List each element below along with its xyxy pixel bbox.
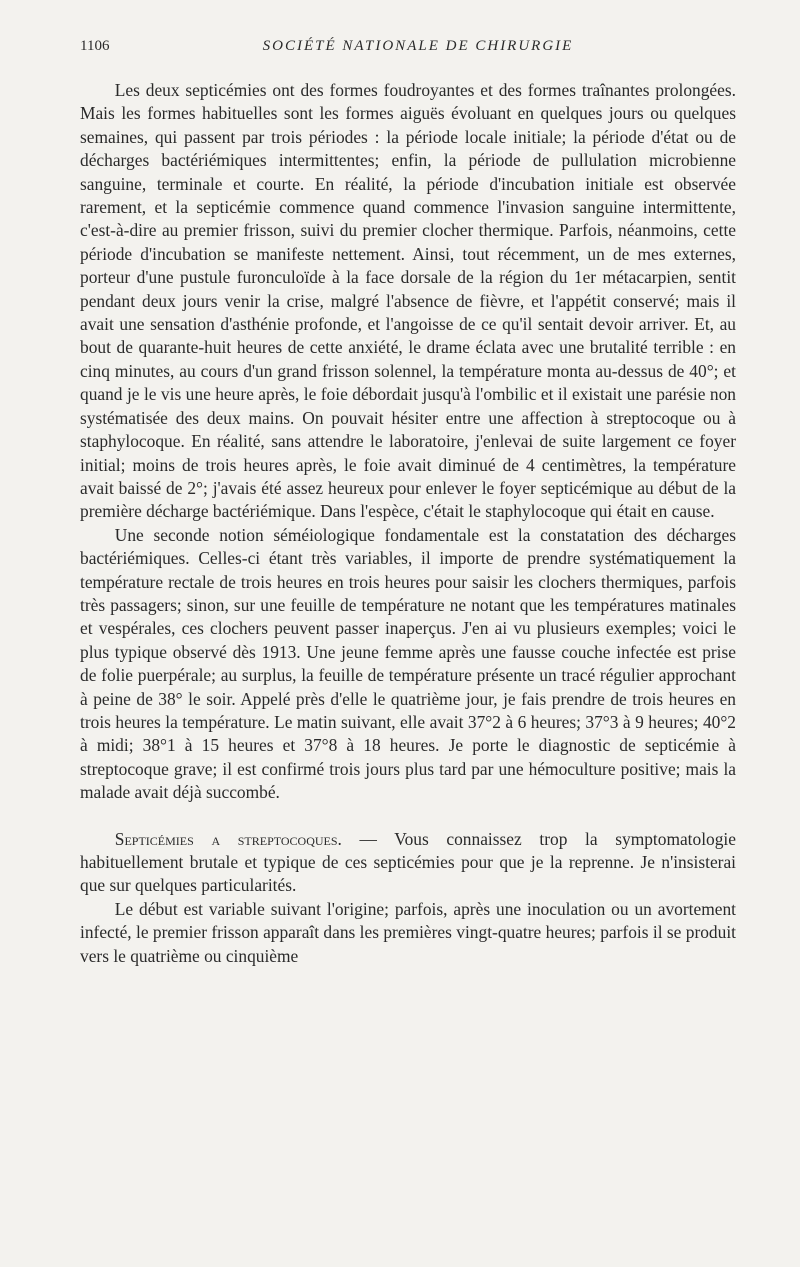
paragraph-debut [80,898,736,968]
paragraph-text: Une seconde notion séméiologique fondamentale est la constatation des décharges bactériémiques. Celles-ci étant très variables, il importe de prendre systématiquement la température rectale de trois heures en trois heures pour saisir les clochers thermiques, parfois très passagers; sinon, sur une feuille de température ne notant que les températures matinales et vespérales, ces clochers peuvent passer inaperçus. J'en ai vu plusieurs exemples; voici le plus typique observé dès 1913. Une jeune femme après une fausse couche infectée est prise de folie puerpérale; au surplus, la feuille de température présente un tracé régulier approchant à peine de 38° le soir. Appelé près d'elle le quatrième jour, je fais prendre de trois heures en trois heures la température. Le matin suivant, elle avait 37°2 à 6 heures; 37°3 à 9 heures; 40°2 à midi; 38°1 à 15 heures et 37°8 à 18 heures. Je porte le diagnostic de septicémie à streptocoque grave; il est confirmé trois jours plus tard par une hémoculture positive; mais la malade avait déjà succombé. [80,524,736,803]
paragraph-decharges [80,524,736,805]
paragraph-text: Les deux septicémies ont des formes foudroyantes et des formes traînantes prolongées. Mais les formes habituelles sont les formes aiguës évoluant en quelques jours ou quelques semaines, qui passent par trois périodes : la période locale initiale; la période d'état ou de décharges bactériémiques intermittentes; enfin, la période de pullulation microbienne sanguine, terminale et courte. En réalité, la période d'incubation initiale est observée rarement, et la septicémie commence quand commence l'invasion sanguine intermittente, c'est-à-dire au premier frisson, suivi du premier clocher thermique. Parfois, néanmoins, cette période d'incubation se manifeste nettement. Ainsi, tout récemment, un de mes externes, porteur d'une pustule furonculoïde à la face dorsale de la région du 1er métacarpien, sentit pendant deux jours venir la crise, malgré l'absence de fièvre, et l'appétit conservé; mais il avait une sensation d'asthénie profonde, et l'angoisse de ce qu'il sentait devoir arriver. Et, au bout de quarante-huit heures de cette anxiété, le drame éclata avec une brutalité terrible : en cinq minutes, au cours d'un grand frisson solennel, la température monta au-dessus de 40°; et quand je le vis une heure après, le foie débordait jusqu'à l'ombilic et il existait une parésie non systématisée des deux mains. On pouvait hésiter entre une affection à streptocoque ou à staphylocoque. En réalité, sans attendre le laboratoire, j'enlevai de suite largement ce foyer initial; moins de trois heures après, le foie avait diminué de 4 centimètres, la température avait baissé de 2°; j'avais été assez heureux pour enlever le foyer septicémique au début de la première décharge bactériémique. Dans l'espèce, c'était le staphylocoque qui était en cause. [80,80,736,522]
page-number: 1106 [80,38,110,54]
paragraph-streptocoques [80,828,736,898]
paragraph-text: Le début est variable suivant l'origine; parfois, après une inoculation ou un avortement infecté, le premier frisson apparaît dans les premières vingt-quatre heures; parfois il se produit vers le quatrième ou cinquième [80,898,736,966]
paragraph-incubation [80,79,736,524]
paragraph-text: — Vous connaissez trop la symptomatologie habituellement brutale et typique de ces septicémies pour que je la reprenne. Je n'insisterai que sur quelques particularités. [80,828,736,896]
page-header [80,38,736,62]
body-text [80,79,736,968]
section-title: Septicémies a streptocoques. [114,828,342,849]
running-title: SOCIÉTÉ NATIONALE DE CHIRURGIE [262,38,574,54]
